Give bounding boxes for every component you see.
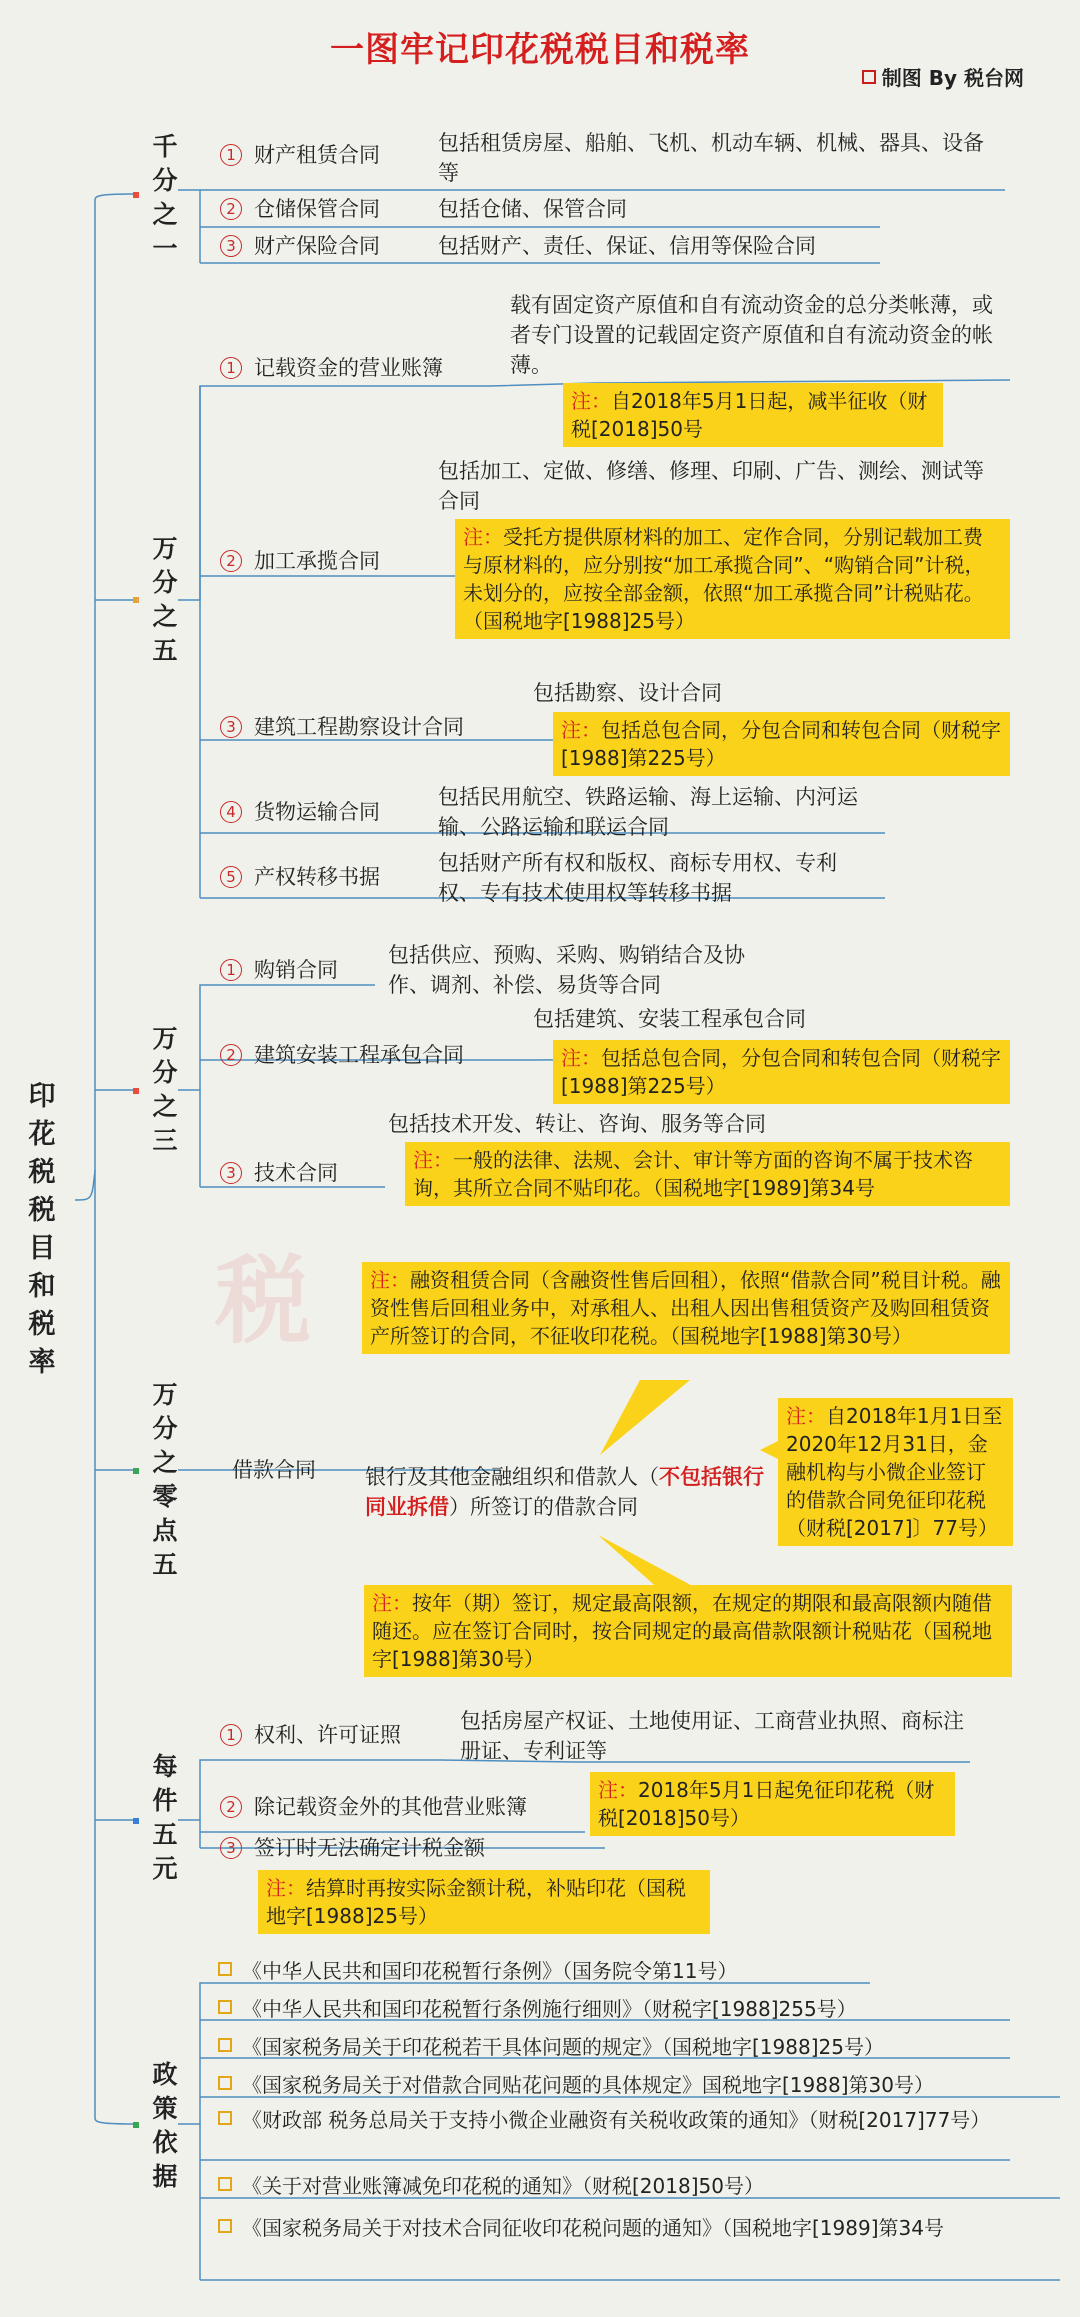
bullet-icon [218,1962,232,1976]
group-label-policy-basis: 政策依据 [152,2060,178,2191]
note-annual-limit: 注：按年（期）签订，规定最高限额，在规定的期限和最高限额内随借随还。应在签订合同时，按合同规定的最高借款限额计税贴花（国税地字[1988]第30号） [364,1585,1012,1677]
credit-line: 制图 By 税台网 [862,62,1024,91]
item-processing: 2 加工承揽合同 [220,546,380,576]
bullet-icon [218,2000,232,2014]
bullet-icon [218,2111,232,2125]
item-other-books: 2 除记载资金外的其他营业账簿 [220,1792,527,1822]
bullet-icon [218,2038,232,2052]
item-construction-survey: 3 建筑工程勘察设计合同 [220,712,464,742]
item-technology: 3 技术合同 [220,1158,338,1188]
desc-rights-licenses: 包括房屋产权证、土地使用证、工商营业执照、商标注册证、专利证等 [460,1709,964,1763]
desc-purchase-sales: 包括供应、预购、采购、购销结合及协作、调剂、补偿、易货等合同 [388,943,745,997]
note-small-enterprise: 注：自2018年1月1日至2020年12月31日，金融机构与小微企业签订的借款合同免征印花税（财税[2017]〕77号） [778,1398,1013,1546]
item-property-transfer: 5 产权转移书据 [220,862,380,892]
bullet-icon [218,2219,232,2233]
group-label-five-yuan-each: 每件五元 [152,1752,178,1883]
note-construction-survey: 注：包括总包合同，分包合同和转包合同（财税字[1988]第225号） [553,712,1010,776]
policy-item-3: 《国家税务局关于印花税若干具体问题的规定》（国税地字[1988]25号） [218,2033,884,2061]
group-label-three-ten-thousandth: 万分之三 [152,1024,178,1155]
desc-loan-contract: 银行及其他金融组织和借款人（不包括银行同业拆借）所签订的借款合同 [365,1465,764,1519]
note-amount-unknown: 注：结算时再按实际金额计税，补贴印花（国税地字[1988]25号） [258,1870,710,1934]
policy-item-5: 《财政部 税务总局关于支持小微企业融资有关税收政策的通知》（财税[2017]77号） [218,2106,1018,2134]
desc-processing: 包括加工、定做、修缮、修理、印刷、广告、测绘、测试等合同 [438,459,984,513]
group-label-thousandth: 千分之一 [152,132,178,263]
bullet-icon [218,2177,232,2191]
note-finance-lease: 注：融资租赁合同（含融资性售后回租），依照“借款合同”税目计税。融资性售后回租业务中，对承租人、出租人因出售租赁资产及购回租赁资产所签订的合同，不征收印花税。（国税地字[1988]第30号） [362,1262,1010,1354]
note-other-books: 注：2018年5月1日起免征印花税（财税[2018]50号） [590,1772,955,1836]
desc-property-insurance: 包括财产、责任、保证、信用等保险合同 [438,234,816,258]
item-property-lease: 1 财产租赁合同 [220,140,380,170]
desc-property-lease: 包括租赁房屋、船舶、飞机、机动车辆、机械、器具、设备等 [438,131,984,185]
policy-item-1: 《中华人民共和国印花税暂行条例》（国务院令第11号） [218,1957,737,1985]
note-technology: 注：一般的法律、法规、会计、审计等方面的咨询不属于技术咨询，其所立合同不贴印花。（国税地字[1989]第34号 [405,1142,1010,1206]
item-loan-contract: 借款合同 [232,1458,316,1482]
item-property-insurance: 3 财产保险合同 [220,231,380,261]
desc-technology: 包括技术开发、转让、咨询、服务等合同 [388,1112,766,1136]
policy-item-2: 《中华人民共和国印花税暂行条例施行细则》（财税字[1988]255号） [218,1995,857,2023]
item-amount-unknown: 3 签订时无法确定计税金额 [220,1833,485,1863]
policy-item-7: 《国家税务局关于对技术合同征收印花税问题的通知》（国税地字[1989]第34号 [218,2214,1038,2242]
item-purchase-sales: 1 购销合同 [220,955,338,985]
item-rights-licenses: 1 权利、许可证照 [220,1720,401,1750]
group-label-half-ten-thousandth: 万分之零点五 [152,1380,178,1579]
desc-construction-install: 包括建筑、安装工程承包合同 [533,1007,806,1031]
root-node: 印花税税目和税率 [28,1081,56,1378]
bullet-icon [218,2076,232,2090]
desc-construction-survey: 包括勘察、设计合同 [533,681,722,705]
note-processing: 注：受托方提供原材料的加工、定作合同，分别记载加工费与原材料的，应分别按“加工承揽合同”、“购销合同”计税，未划分的，应按全部金额，依照“加工承揽合同”计税贴花。（国税地字[1988]25号） [455,519,1010,639]
square-icon [862,70,876,84]
desc-account-books: 载有固定资产原值和自有流动资金的总分类帐薄，或者专门设置的记载固定资产原值和自有流动资金的帐薄。 [510,293,993,377]
policy-item-6: 《关于对营业账簿减免印花税的通知》（财税[2018]50号） [218,2172,764,2200]
item-account-books: 1 记载资金的营业账簿 [220,353,443,383]
desc-cargo-transport: 包括民用航空、铁路运输、海上运输、内河运输、公路运输和联运合同 [438,785,858,839]
desc-warehousing: 包括仓储、保管合同 [438,197,627,221]
policy-item-4: 《国家税务局关于对借款合同贴花问题的具体规定》国税地字[1988]第30号） [218,2071,934,2099]
note-construction-install: 注：包括总包合同，分包合同和转包合同（财税字[1988]第225号） [553,1040,1010,1104]
page-title: 一图牢记印花税税目和税率 [330,30,750,70]
item-warehousing: 2 仓储保管合同 [220,194,380,224]
desc-property-transfer: 包括财产所有权和版权、商标专用权、专利权、专有技术使用权等转移书据 [438,851,837,905]
item-cargo-transport: 4 货物运输合同 [220,797,380,827]
group-label-five-ten-thousandth: 万分之五 [152,534,178,665]
watermark: 税 [215,1245,311,1357]
note-account-books: 注：自2018年5月1日起，减半征收（财税[2018]50号 [563,383,943,447]
item-construction-install: 2 建筑安装工程承包合同 [220,1040,464,1070]
